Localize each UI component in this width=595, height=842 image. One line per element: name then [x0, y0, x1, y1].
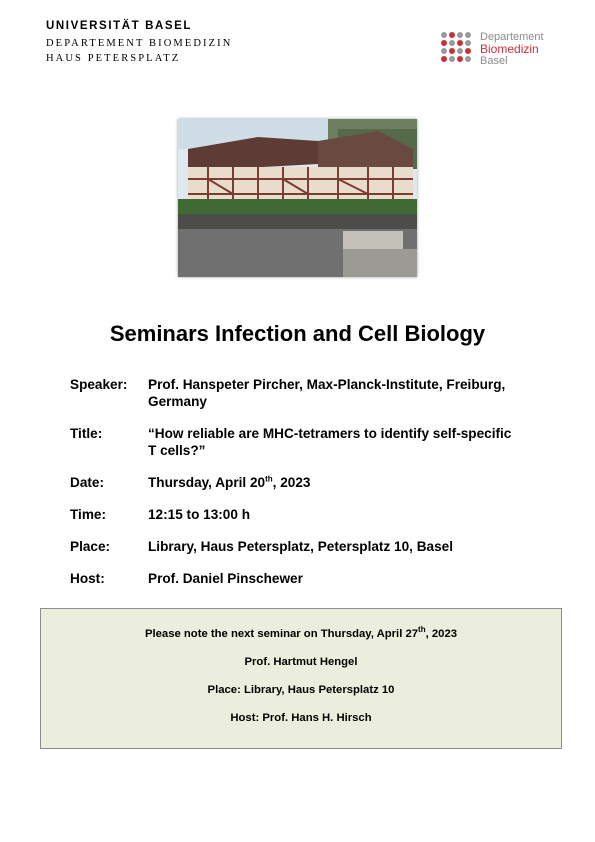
notice-speaker: Prof. Hartmut Hengel: [244, 656, 358, 668]
speaker-label: Speaker:: [70, 377, 128, 392]
host-label: Host:: [70, 571, 105, 586]
page-title: Seminars Infection and Cell Biology: [109, 321, 486, 346]
place-value: Library, Haus Petersplatz, Petersplatz 10, Basel: [148, 539, 453, 554]
department-name: DEPARTEMENT BIOMEDIZIN: [46, 38, 233, 49]
date-ordinal: th: [265, 474, 273, 484]
notice-prefix: Please note the next seminar on Thursday, April 27: [144, 628, 419, 640]
notice-line-1: [41, 625, 561, 640]
talk-title-line-2: T cells?”: [148, 443, 206, 458]
speaker-value: [148, 376, 540, 410]
department-logo: [440, 31, 544, 67]
half-timbered-building-photo: [178, 119, 417, 277]
university-header: [46, 20, 232, 66]
time-value: 12:15 to 13:00 h: [148, 507, 250, 522]
date-suffix: , 2023: [272, 475, 311, 490]
speaker-row: [70, 376, 540, 410]
notice-host: Host: Prof. Hans H. Hirsch: [230, 712, 372, 724]
title-label: Title:: [70, 426, 103, 441]
host-row: [70, 570, 540, 587]
host-value: Prof. Daniel Pinschewer: [148, 571, 303, 586]
dot-grid-logo-icon: [440, 31, 476, 67]
notice-place: Place: Library, Haus Petersplatz 10: [207, 684, 395, 696]
place-label: Place:: [70, 539, 111, 554]
talk-title-value: [148, 425, 540, 459]
notice-ordinal: th: [418, 625, 426, 635]
speaker-line-1: Prof. Hanspeter Pircher, Max-Planck-Institute, Freiburg,: [148, 377, 506, 392]
date-row: [70, 474, 540, 491]
speaker-line-2: Germany: [148, 394, 207, 409]
logo-line-3: Basel: [480, 55, 508, 67]
building-name: HAUS PETERSPLATZ: [46, 53, 181, 64]
time-row: [70, 506, 540, 523]
time-label: Time:: [70, 507, 107, 522]
seminar-details: [70, 376, 540, 587]
date-value: [148, 474, 540, 491]
date-prefix: Thursday, April 20: [148, 475, 266, 490]
notice-suffix: , 2023: [425, 628, 458, 640]
place-row: [70, 538, 540, 555]
talk-title-line-1: “How reliable are MHC-tetramers to identify self-specific: [148, 426, 512, 441]
date-label: Date:: [70, 475, 104, 490]
logo-line-2: Biomedizin: [480, 42, 539, 56]
university-name: UNIVERSITÄT BASEL: [46, 20, 193, 32]
logo-line-1: Departement: [480, 31, 544, 43]
department-logo-text: [480, 31, 544, 67]
next-seminar-notice: [40, 608, 562, 749]
title-row: [70, 425, 540, 459]
